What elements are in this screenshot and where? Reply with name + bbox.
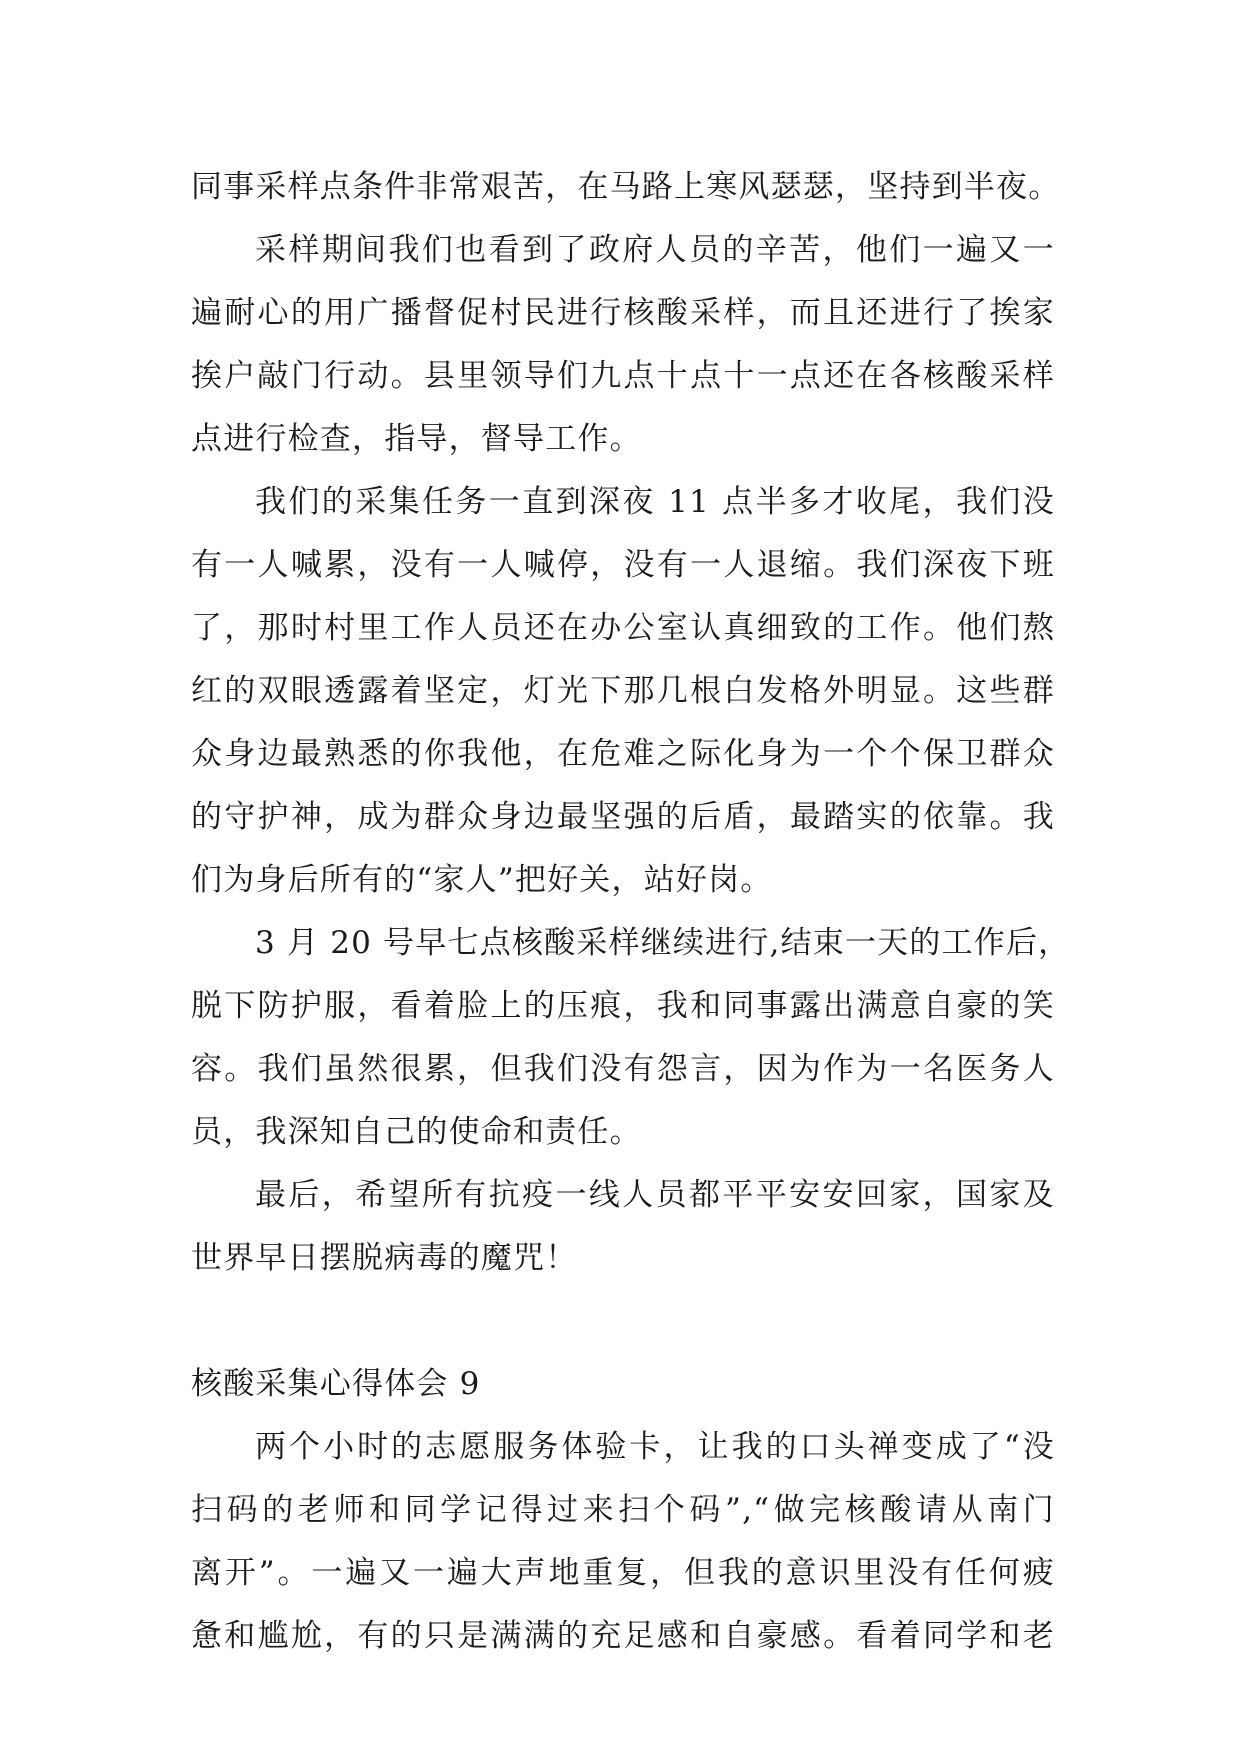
text-line: 容。我们虽然很累，但我们没有怨言，因为作为一名医务人 xyxy=(191,1051,1055,1087)
section-heading: 核酸采集心得体会 9 xyxy=(191,1366,481,1402)
text-line: 世界早日摆脱病毒的魔咒！ xyxy=(191,1240,578,1276)
text-line: 惫和尴尬，有的只是满满的充足感和自豪感。看着同学和老 xyxy=(191,1618,1055,1654)
text-line: 员，我深知自己的使命和责任。 xyxy=(191,1114,642,1150)
text-line: 采样期间我们也看到了政府人员的辛苦，他们一遍又一 xyxy=(255,232,1055,268)
text-line: 3 月 20 号早七点核酸采样继续进行,结束一天的工作后， xyxy=(255,925,1071,961)
text-line: 了，那时村里工作人员还在办公室认真细致的工作。他们熬 xyxy=(191,610,1055,646)
text-line: 众身边最熟悉的你我他，在危难之际化身为一个个保卫群众 xyxy=(191,736,1055,772)
text-line: 两个小时的志愿服务体验卡，让我的口头禅变成了“没 xyxy=(255,1429,1055,1465)
text-line: 的守护神，成为群众身边最坚强的后盾，最踏实的依靠。我 xyxy=(191,799,1055,835)
text-line: 离开”。一遍又一遍大声地重复，但我的意识里没有任何疲 xyxy=(191,1555,1055,1591)
text-line: 遍耐心的用广播督促村民进行核酸采样，而且还进行了挨家 xyxy=(191,295,1055,331)
text-line: 脱下防护服，看着脸上的压痕，我和同事露出满意自豪的笑 xyxy=(191,988,1055,1024)
text-line: 最后，希望所有抗疫一线人员都平平安安回家，国家及 xyxy=(255,1177,1055,1213)
document-body xyxy=(191,156,1071,1668)
text-line: 点进行检查，指导，督导工作。 xyxy=(191,421,642,457)
text-line: 扫码的老师和同学记得过来扫个码”,“做完核酸请从南门 xyxy=(191,1492,1055,1528)
text-line: 我们的采集任务一直到深夜 11 点半多才收尾，我们没 xyxy=(255,484,1055,520)
text-line: 有一人喊累，没有一人喊停，没有一人退缩。我们深夜下班 xyxy=(191,547,1055,583)
text-line: 们为身后所有的“家人”把好关，站好岗。 xyxy=(191,862,773,898)
text-line: 红的双眼透露着坚定，灯光下那几根白发格外明显。这些群 xyxy=(191,673,1055,709)
text-line: 同事采样点条件非常艰苦，在马路上寒风瑟瑟，坚持到半夜。 xyxy=(191,169,1061,205)
text-line: 挨户敲门行动。县里领导们九点十点十一点还在各核酸采样 xyxy=(191,358,1055,394)
